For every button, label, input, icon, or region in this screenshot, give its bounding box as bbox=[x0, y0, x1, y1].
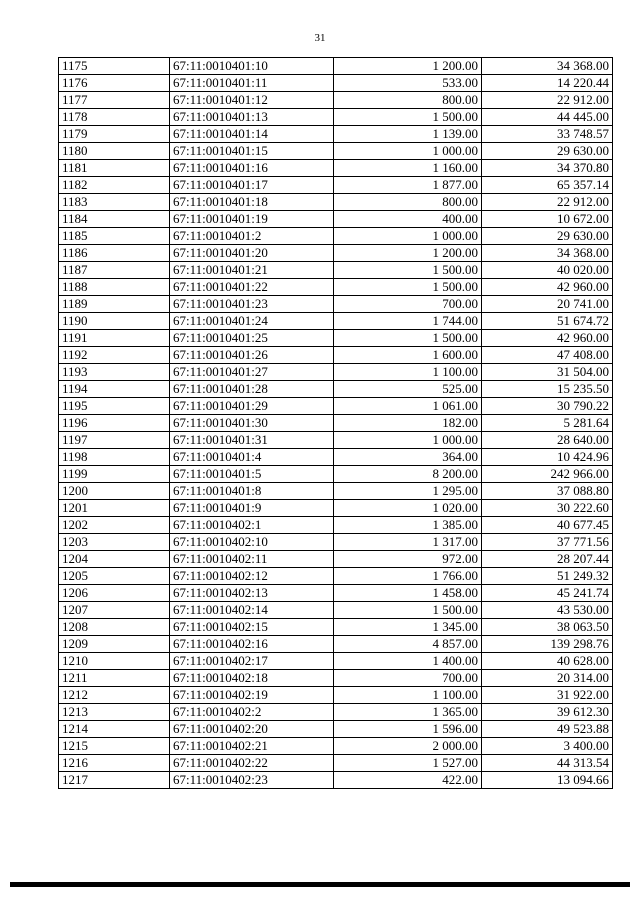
value-cell: 40 677.45 bbox=[482, 517, 613, 534]
row-number-cell: 1186 bbox=[59, 245, 170, 262]
area-cell: 400.00 bbox=[334, 211, 482, 228]
area-cell: 8 200.00 bbox=[334, 466, 482, 483]
cadastral-number-cell: 67:11:0010402:11 bbox=[170, 551, 334, 568]
row-number-cell: 1208 bbox=[59, 619, 170, 636]
row-number-cell: 1188 bbox=[59, 279, 170, 296]
row-number-cell: 1195 bbox=[59, 398, 170, 415]
row-number-cell: 1202 bbox=[59, 517, 170, 534]
value-cell: 44 313.54 bbox=[482, 755, 613, 772]
area-cell: 800.00 bbox=[334, 194, 482, 211]
area-cell: 1 766.00 bbox=[334, 568, 482, 585]
table-row bbox=[59, 330, 613, 347]
row-number-cell: 1187 bbox=[59, 262, 170, 279]
row-number-cell: 1197 bbox=[59, 432, 170, 449]
page-number: 31 bbox=[314, 32, 326, 44]
cadastral-number-cell: 67:11:0010402:20 bbox=[170, 721, 334, 738]
row-number-cell: 1213 bbox=[59, 704, 170, 721]
table-row bbox=[59, 279, 613, 296]
cadastral-number-cell: 67:11:0010401:4 bbox=[170, 449, 334, 466]
area-cell: 700.00 bbox=[334, 670, 482, 687]
area-cell: 1 500.00 bbox=[334, 262, 482, 279]
row-number-cell: 1210 bbox=[59, 653, 170, 670]
table-row bbox=[59, 109, 613, 126]
value-cell: 51 249.32 bbox=[482, 568, 613, 585]
table-row bbox=[59, 466, 613, 483]
cadastral-number-cell: 67:11:0010401:28 bbox=[170, 381, 334, 398]
table-row bbox=[59, 534, 613, 551]
value-cell: 22 912.00 bbox=[482, 194, 613, 211]
table-row bbox=[59, 160, 613, 177]
value-cell: 3 400.00 bbox=[482, 738, 613, 755]
cadastral-number-cell: 67:11:0010401:8 bbox=[170, 483, 334, 500]
row-number-cell: 1204 bbox=[59, 551, 170, 568]
value-cell: 34 368.00 bbox=[482, 245, 613, 262]
table-row bbox=[59, 755, 613, 772]
area-cell: 2 000.00 bbox=[334, 738, 482, 755]
value-cell: 34 370.80 bbox=[482, 160, 613, 177]
bottom-rule bbox=[10, 882, 630, 887]
area-cell: 1 400.00 bbox=[334, 653, 482, 670]
cadastral-number-cell: 67:11:0010402:19 bbox=[170, 687, 334, 704]
table-row bbox=[59, 704, 613, 721]
row-number-cell: 1211 bbox=[59, 670, 170, 687]
table-row bbox=[59, 568, 613, 585]
table-row bbox=[59, 687, 613, 704]
value-cell: 22 912.00 bbox=[482, 92, 613, 109]
area-cell: 700.00 bbox=[334, 296, 482, 313]
value-cell: 20 314.00 bbox=[482, 670, 613, 687]
area-cell: 800.00 bbox=[334, 92, 482, 109]
row-number-cell: 1214 bbox=[59, 721, 170, 738]
row-number-cell: 1191 bbox=[59, 330, 170, 347]
cadastral-number-cell: 67:11:0010402:17 bbox=[170, 653, 334, 670]
cadastral-number-cell: 67:11:0010402:23 bbox=[170, 772, 334, 789]
table-row bbox=[59, 347, 613, 364]
value-cell: 5 281.64 bbox=[482, 415, 613, 432]
cadastral-number-cell: 67:11:0010402:1 bbox=[170, 517, 334, 534]
cadastral-number-cell: 67:11:0010401:19 bbox=[170, 211, 334, 228]
value-cell: 39 612.30 bbox=[482, 704, 613, 721]
table-row bbox=[59, 653, 613, 670]
area-cell: 1 000.00 bbox=[334, 143, 482, 160]
cadastral-number-cell: 67:11:0010401:15 bbox=[170, 143, 334, 160]
row-number-cell: 1194 bbox=[59, 381, 170, 398]
table-row bbox=[59, 126, 613, 143]
cadastral-number-cell: 67:11:0010401:31 bbox=[170, 432, 334, 449]
value-cell: 242 966.00 bbox=[482, 466, 613, 483]
cadastral-number-cell: 67:11:0010401:13 bbox=[170, 109, 334, 126]
cadastral-number-cell: 67:11:0010401:26 bbox=[170, 347, 334, 364]
cadastral-number-cell: 67:11:0010401:5 bbox=[170, 466, 334, 483]
row-number-cell: 1201 bbox=[59, 500, 170, 517]
table-row bbox=[59, 585, 613, 602]
table-row bbox=[59, 738, 613, 755]
table-row bbox=[59, 602, 613, 619]
table-row bbox=[59, 245, 613, 262]
area-cell: 1 200.00 bbox=[334, 245, 482, 262]
area-cell: 525.00 bbox=[334, 381, 482, 398]
cadastral-number-cell: 67:11:0010402:13 bbox=[170, 585, 334, 602]
value-cell: 31 504.00 bbox=[482, 364, 613, 381]
cadastral-number-cell: 67:11:0010401:2 bbox=[170, 228, 334, 245]
row-number-cell: 1209 bbox=[59, 636, 170, 653]
table-row bbox=[59, 398, 613, 415]
cadastral-number-cell: 67:11:0010401:16 bbox=[170, 160, 334, 177]
value-cell: 20 741.00 bbox=[482, 296, 613, 313]
cadastral-number-cell: 67:11:0010401:22 bbox=[170, 279, 334, 296]
row-number-cell: 1196 bbox=[59, 415, 170, 432]
value-cell: 10 424.96 bbox=[482, 449, 613, 466]
area-cell: 1 500.00 bbox=[334, 109, 482, 126]
cadastral-number-cell: 67:11:0010401:10 bbox=[170, 58, 334, 75]
row-number-cell: 1177 bbox=[59, 92, 170, 109]
table-row bbox=[59, 92, 613, 109]
area-cell: 1 000.00 bbox=[334, 228, 482, 245]
cadastral-number-cell: 67:11:0010402:14 bbox=[170, 602, 334, 619]
area-cell: 422.00 bbox=[334, 772, 482, 789]
value-cell: 42 960.00 bbox=[482, 279, 613, 296]
cadastral-number-cell: 67:11:0010401:24 bbox=[170, 313, 334, 330]
table-row bbox=[59, 619, 613, 636]
area-cell: 1 365.00 bbox=[334, 704, 482, 721]
table-row bbox=[59, 364, 613, 381]
table-row bbox=[59, 415, 613, 432]
row-number-cell: 1184 bbox=[59, 211, 170, 228]
area-cell: 533.00 bbox=[334, 75, 482, 92]
value-cell: 13 094.66 bbox=[482, 772, 613, 789]
row-number-cell: 1206 bbox=[59, 585, 170, 602]
area-cell: 1 160.00 bbox=[334, 160, 482, 177]
value-cell: 45 241.74 bbox=[482, 585, 613, 602]
row-number-cell: 1178 bbox=[59, 109, 170, 126]
area-cell: 1 500.00 bbox=[334, 279, 482, 296]
area-cell: 1 345.00 bbox=[334, 619, 482, 636]
value-cell: 28 207.44 bbox=[482, 551, 613, 568]
table-row bbox=[59, 432, 613, 449]
cadastral-number-cell: 67:11:0010402:16 bbox=[170, 636, 334, 653]
value-cell: 42 960.00 bbox=[482, 330, 613, 347]
cadastral-number-cell: 67:11:0010401:21 bbox=[170, 262, 334, 279]
row-number-cell: 1175 bbox=[59, 58, 170, 75]
value-cell: 30 790.22 bbox=[482, 398, 613, 415]
table-row bbox=[59, 75, 613, 92]
cadastral-number-cell: 67:11:0010402:15 bbox=[170, 619, 334, 636]
area-cell: 1 600.00 bbox=[334, 347, 482, 364]
cadastral-number-cell: 67:11:0010402:2 bbox=[170, 704, 334, 721]
value-cell: 33 748.57 bbox=[482, 126, 613, 143]
row-number-cell: 1199 bbox=[59, 466, 170, 483]
table-row bbox=[59, 500, 613, 517]
cadastral-number-cell: 67:11:0010401:20 bbox=[170, 245, 334, 262]
value-cell: 10 672.00 bbox=[482, 211, 613, 228]
value-cell: 40 628.00 bbox=[482, 653, 613, 670]
area-cell: 1 527.00 bbox=[334, 755, 482, 772]
area-cell: 1 458.00 bbox=[334, 585, 482, 602]
value-cell: 29 630.00 bbox=[482, 228, 613, 245]
table-row bbox=[59, 296, 613, 313]
table-row bbox=[59, 721, 613, 738]
cadastral-number-cell: 67:11:0010401:17 bbox=[170, 177, 334, 194]
table-row bbox=[59, 449, 613, 466]
row-number-cell: 1183 bbox=[59, 194, 170, 211]
row-number-cell: 1217 bbox=[59, 772, 170, 789]
value-cell: 14 220.44 bbox=[482, 75, 613, 92]
table-row bbox=[59, 194, 613, 211]
value-cell: 28 640.00 bbox=[482, 432, 613, 449]
value-cell: 34 368.00 bbox=[482, 58, 613, 75]
table-row bbox=[59, 483, 613, 500]
value-cell: 40 020.00 bbox=[482, 262, 613, 279]
cadastral-number-cell: 67:11:0010401:18 bbox=[170, 194, 334, 211]
row-number-cell: 1180 bbox=[59, 143, 170, 160]
area-cell: 1 385.00 bbox=[334, 517, 482, 534]
row-number-cell: 1185 bbox=[59, 228, 170, 245]
area-cell: 1 596.00 bbox=[334, 721, 482, 738]
area-cell: 1 100.00 bbox=[334, 687, 482, 704]
cadastral-number-cell: 67:11:0010402:21 bbox=[170, 738, 334, 755]
area-cell: 1 744.00 bbox=[334, 313, 482, 330]
table-row bbox=[59, 177, 613, 194]
row-number-cell: 1181 bbox=[59, 160, 170, 177]
row-number-cell: 1192 bbox=[59, 347, 170, 364]
area-cell: 1 100.00 bbox=[334, 364, 482, 381]
area-cell: 1 500.00 bbox=[334, 602, 482, 619]
table-row bbox=[59, 636, 613, 653]
area-cell: 972.00 bbox=[334, 551, 482, 568]
value-cell: 47 408.00 bbox=[482, 347, 613, 364]
cadastral-number-cell: 67:11:0010401:25 bbox=[170, 330, 334, 347]
area-cell: 1 020.00 bbox=[334, 500, 482, 517]
row-number-cell: 1179 bbox=[59, 126, 170, 143]
area-cell: 182.00 bbox=[334, 415, 482, 432]
table-row bbox=[59, 381, 613, 398]
row-number-cell: 1190 bbox=[59, 313, 170, 330]
area-cell: 1 061.00 bbox=[334, 398, 482, 415]
value-cell: 37 088.80 bbox=[482, 483, 613, 500]
area-cell: 1 295.00 bbox=[334, 483, 482, 500]
row-number-cell: 1215 bbox=[59, 738, 170, 755]
row-number-cell: 1193 bbox=[59, 364, 170, 381]
row-number-cell: 1203 bbox=[59, 534, 170, 551]
area-cell: 1 000.00 bbox=[334, 432, 482, 449]
area-cell: 364.00 bbox=[334, 449, 482, 466]
cadastral-number-cell: 67:11:0010401:27 bbox=[170, 364, 334, 381]
row-number-cell: 1216 bbox=[59, 755, 170, 772]
table-row bbox=[59, 262, 613, 279]
cadastral-number-cell: 67:11:0010401:23 bbox=[170, 296, 334, 313]
cadastral-number-cell: 67:11:0010401:29 bbox=[170, 398, 334, 415]
cadastral-number-cell: 67:11:0010402:10 bbox=[170, 534, 334, 551]
table-row bbox=[59, 313, 613, 330]
area-cell: 1 500.00 bbox=[334, 330, 482, 347]
row-number-cell: 1207 bbox=[59, 602, 170, 619]
area-cell: 1 877.00 bbox=[334, 177, 482, 194]
row-number-cell: 1200 bbox=[59, 483, 170, 500]
value-cell: 44 445.00 bbox=[482, 109, 613, 126]
cadastral-number-cell: 67:11:0010401:30 bbox=[170, 415, 334, 432]
row-number-cell: 1189 bbox=[59, 296, 170, 313]
row-number-cell: 1198 bbox=[59, 449, 170, 466]
value-cell: 37 771.56 bbox=[482, 534, 613, 551]
cadastral-number-cell: 67:11:0010401:9 bbox=[170, 500, 334, 517]
cadastral-number-cell: 67:11:0010402:22 bbox=[170, 755, 334, 772]
table-row bbox=[59, 670, 613, 687]
table-row bbox=[59, 517, 613, 534]
table-row bbox=[59, 551, 613, 568]
table-row bbox=[59, 143, 613, 160]
row-number-cell: 1205 bbox=[59, 568, 170, 585]
value-cell: 49 523.88 bbox=[482, 721, 613, 738]
value-cell: 29 630.00 bbox=[482, 143, 613, 160]
value-cell: 65 357.14 bbox=[482, 177, 613, 194]
area-cell: 4 857.00 bbox=[334, 636, 482, 653]
cadastral-table bbox=[58, 57, 613, 789]
area-cell: 1 139.00 bbox=[334, 126, 482, 143]
cadastral-number-cell: 67:11:0010402:18 bbox=[170, 670, 334, 687]
value-cell: 51 674.72 bbox=[482, 313, 613, 330]
cadastral-number-cell: 67:11:0010401:11 bbox=[170, 75, 334, 92]
value-cell: 30 222.60 bbox=[482, 500, 613, 517]
row-number-cell: 1176 bbox=[59, 75, 170, 92]
value-cell: 38 063.50 bbox=[482, 619, 613, 636]
table-row bbox=[59, 772, 613, 789]
value-cell: 31 922.00 bbox=[482, 687, 613, 704]
table-body bbox=[59, 58, 613, 789]
cadastral-number-cell: 67:11:0010401:14 bbox=[170, 126, 334, 143]
value-cell: 43 530.00 bbox=[482, 602, 613, 619]
table-row bbox=[59, 58, 613, 75]
area-cell: 1 317.00 bbox=[334, 534, 482, 551]
cadastral-number-cell: 67:11:0010402:12 bbox=[170, 568, 334, 585]
area-cell: 1 200.00 bbox=[334, 58, 482, 75]
cadastral-number-cell: 67:11:0010401:12 bbox=[170, 92, 334, 109]
row-number-cell: 1212 bbox=[59, 687, 170, 704]
row-number-cell: 1182 bbox=[59, 177, 170, 194]
value-cell: 15 235.50 bbox=[482, 381, 613, 398]
table-row bbox=[59, 211, 613, 228]
table-row bbox=[59, 228, 613, 245]
value-cell: 139 298.76 bbox=[482, 636, 613, 653]
